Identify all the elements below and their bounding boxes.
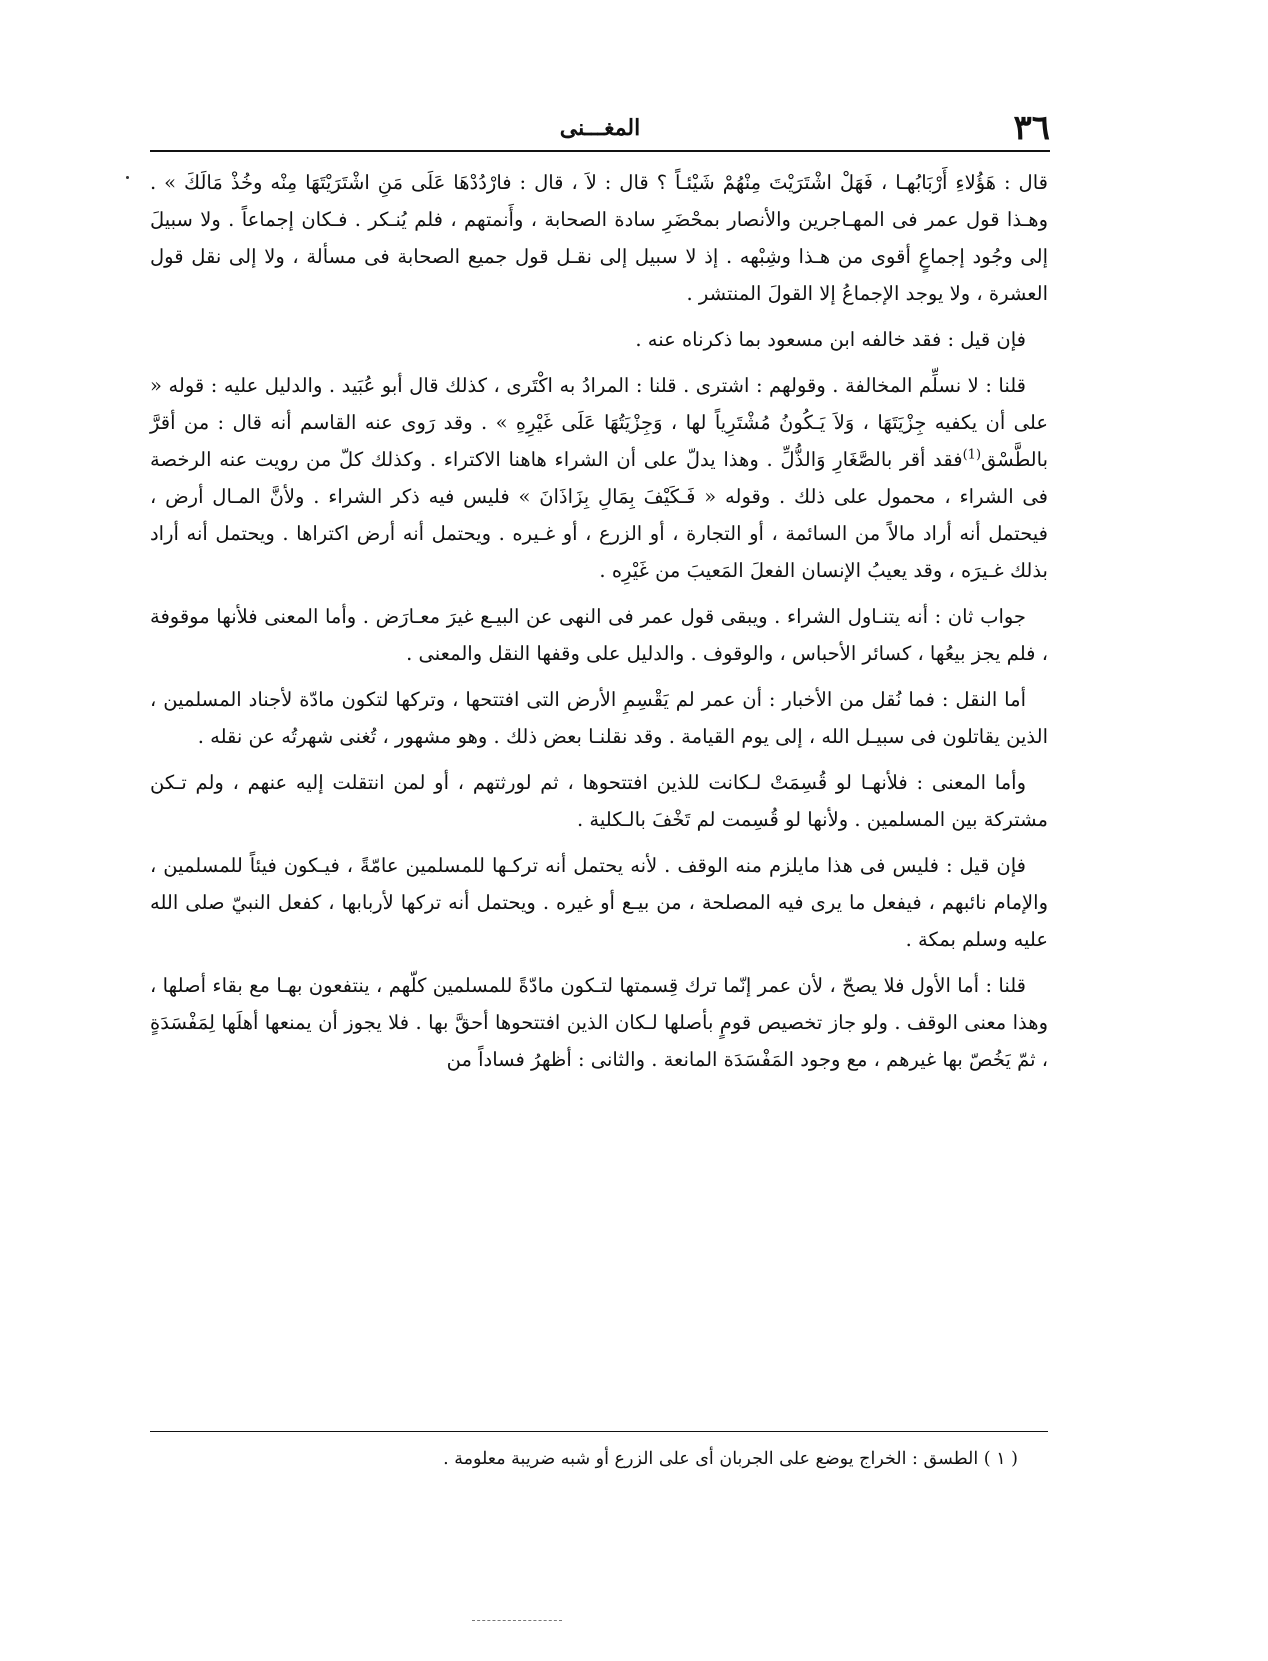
footnote-rule [150,1431,1048,1432]
paragraph-3-text-b: فقد أقر بالصَّغَارِ وَالذُّلِّ . وهذا يدلّ على أن الشراء هاهنا الاكتراء . وكذلك كلّ من رويت عنه الرخصة فى الشراء ، محمول على ذلك . وقوله « فَـكَيْفَ بِمَالِ بِزَاذَانَ » فليس فيه ذكر الشراء . ولأنَّ المـال أرض ، فيحتمل أنه أراد مالاً من السائمة ، أو التجارة ، أو الزرع ، أو غـيره . ويحتمل أنه أرض اكتراها . ويحتمل أنه أراد بذلك غـيرَه ، وقد يعيبُ الإنسان الفعلَ المَعيبَ من غَيْرِه . [150,448,1048,582]
paragraph-3 [150,367,1048,589]
paragraph-7: فإن قيل : فليس فى هذا مايلزم منه الوقف . لأنه يحتمل أنه تركـها للمسلمين عامّةً ، فيـكون فيئاً للمسلمين ، والإمام نائبهم ، فيفعل ما يرى فيه المصلحة ، من بيـع أو غيره . ويحتمل أنه تركها لأربابها ، كفعل النبيّ صلى الله عليه وسلم بمكة . [150,854,1048,951]
paragraph-4: جواب ثان : أنه يتنـاول الشراء . ويبقى قول عمر فى النهى عن البيـع غيرَ معـارَض . وأما المعنى فلأنها موقوفة ، فلم يجز بيعُها ، كسائر الأحباس ، والوقوف . والدليل على وقفها النقل والمعنى . [150,605,1048,665]
paragraph-1: قال : هَؤُلاءِ أَرْبَابُهـا ، فَهَلْ اشْتَرَيْتَ مِنْهُمْ شَيْئـاً ؟ قال : لاَ ، قال : فارْدُدْهَا عَلَى مَنِ اشْتَرَيْتَهَا مِنْه وخُذْ مَالَكَ » . وهـذا قول عمر فى المهـاجرين والأنصار بمحْضَرِ سادة الصحابة ، وأَنمتهم ، فلم يُنـكر . فـكان إجماعاً . ولا سبيلَ إلى وجُود إجماعٍ أقوى من هـذا وشِبْهه . إذ لا سبيل إلى نقـل قول جميع الصحابة فى مسألة ، ولا إلى نقل قول العشرة ، ولا يوجد الإجماعُ إلا القولَ المنتشر . [150,171,1048,305]
scan-speck [126,176,129,179]
paragraph-5: أما النقل : فما نُقل من الأخبار : أن عمر لم يَقْسِمِ الأرض التى افتتحها ، وتركها لتكون مادّة لأجناد المسلمين ، الذين يقاتلون فى سبيـل الله ، إلى يوم القيامة . وقد نقلنـا بعض ذلك . وهو مشهور ، تُغنى شهرتُه عن نقله . [150,688,1048,748]
page-header [150,108,1050,148]
paragraph-6: وأما المعنى : فلأنهـا لو قُسِمَتْ لـكانت للذين افتتحوها ، ثم لورثتهم ، أو لمن انتقلت إليه عنهم ، ولم تـكن مشتركة بين المسلمين . ولأنها لو قُسِمت لم تَخْفَ بالـكلية . [150,771,1048,831]
running-title: المغـــنى [559,115,641,141]
footer-dashes [472,1620,562,1621]
header-rule [150,150,1050,152]
page-number: ٣٦ [1013,108,1050,148]
paragraph-8: قلنا : أما الأول فلا يصحّ ، لأن عمر إنّما ترك قِسمتها لتـكون مادّةً للمسلمين كلّهم ، ينتفعون بهـا مع بقاء أصلها ، وهذا معنى الوقف . ولو جاز تخصيص قومٍ بأصلها لـكان الذين افتتحوها أحقَّ بها . فلا يجوز أن يمنعها أهلَها لِمَفْسَدَةٍ ، ثمّ يَخُصّ بها غيرهم ، مع وجود المَفْسَدَة المانعة . والثانى : أظهرُ فساداً من [150,974,1048,1071]
body-text [150,164,1048,1087]
footnote: ( ١ ) الطسق : الخراج يوضع على الجربان أى على الزرع أو شبه ضريبة معلومة . [443,1449,1018,1469]
paragraph-2: فإن قيل : فقد خالفه ابن مسعود بما ذكرناه عنه . [635,328,1026,351]
paragraph-3-text-a: قلنا : لا نسلِّم المخالفة . وقولهم : اشترى . قلنا : المرادُ به اكْتَرى ، كذلك قال أبو عُبَيد . والدليل عليه : قوله « على أن يكفيه جِزْيَتَهَا ، وَلاَ يَـكُونُ مُشْتَرِياً لها ، وَجِزْيَتُهَا عَلَى غَيْرِهِ » . وقد رَوى عنه القاسم أنه قال : من أقرَّ بالطَّسْق [150,374,1048,471]
footnote-reference[interactable]: (1) [962,447,982,463]
